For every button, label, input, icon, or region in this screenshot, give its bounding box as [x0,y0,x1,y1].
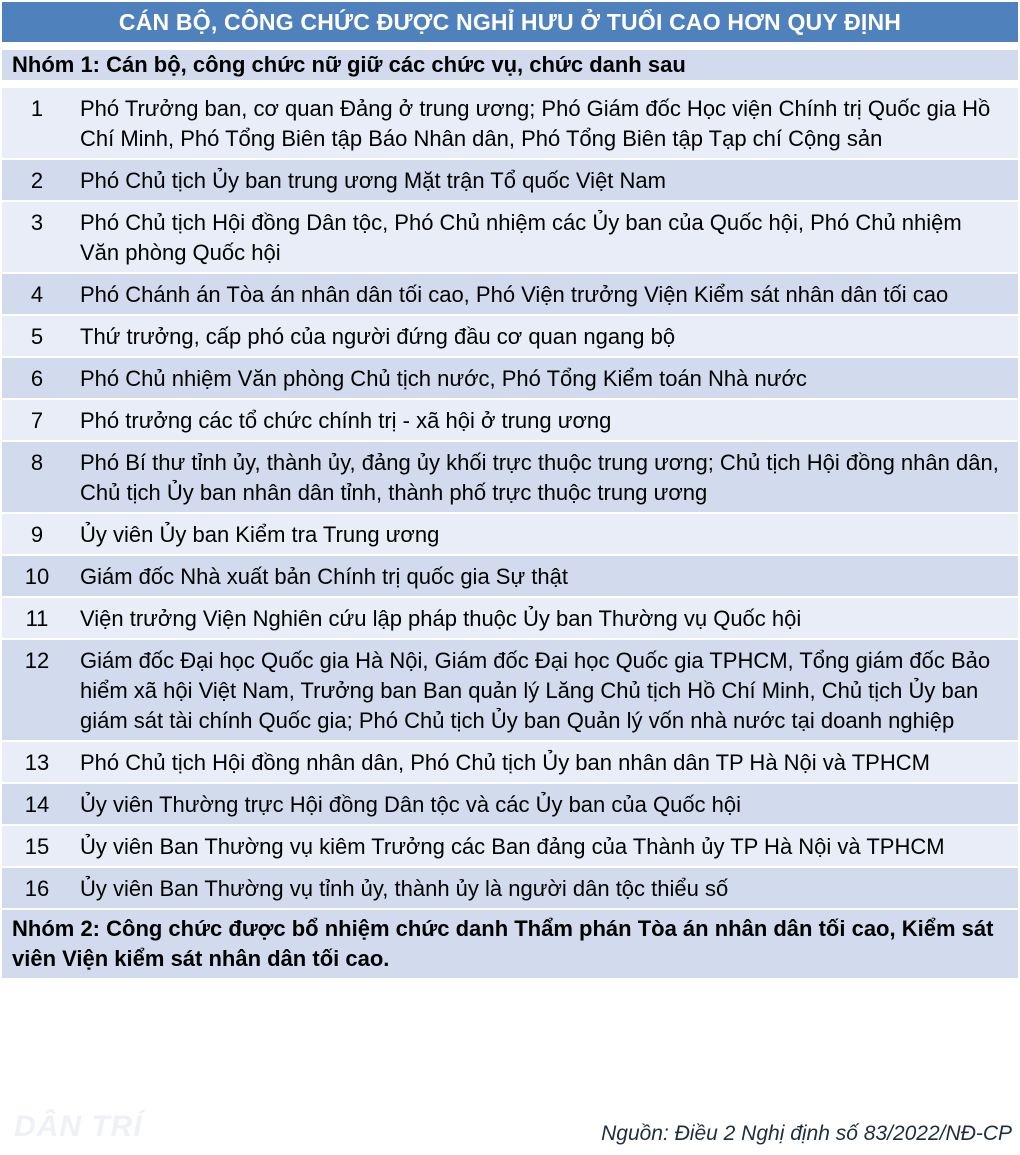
row-number: 12 [2,639,72,741]
table-row [2,741,1018,783]
row-text: Giám đốc Nhà xuất bản Chính trị quốc gia Sự thật [72,555,1018,597]
row-text: Giám đốc Đại học Quốc gia Hà Nội, Giám đốc Đại học Quốc gia TPHCM, Tổng giám đốc Bảo hiểm xã hội Việt Nam, Trưởng ban Ban quản lý Lăng Chủ tịch Hồ Chí Minh, Chủ tịch Ủy ban giám sát tài chính Quốc gia; Phó Chủ tịch Ủy ban Quản lý vốn nhà nước tại doanh nghiệp [72,639,1018,741]
row-text: Ủy viên Ủy ban Kiểm tra Trung ương [72,513,1018,555]
row-number: 3 [2,201,72,273]
row-number: 16 [2,867,72,908]
watermark-logo: DÂN TRÍ [14,1110,143,1143]
row-number: 2 [2,159,72,201]
row-text: Phó Bí thư tỉnh ủy, thành ủy, đảng ủy khối trực thuộc trung ương; Chủ tịch Hội đồng nhân dân, Chủ tịch Ủy ban nhân dân tỉnh, thành phố trực thuộc trung ương [72,441,1018,513]
table-row [2,639,1018,741]
row-text: Thứ trưởng, cấp phó của người đứng đầu cơ quan ngang bộ [72,315,1018,357]
table-row [2,315,1018,357]
table-row [2,825,1018,867]
table-row [2,555,1018,597]
table-row [2,201,1018,273]
row-text: Viện trưởng Viện Nghiên cứu lập pháp thuộc Ủy ban Thường vụ Quốc hội [72,597,1018,639]
group1-heading: Nhóm 1: Cán bộ, công chức nữ giữ các chức vụ, chức danh sau [2,50,1018,80]
table-row [2,867,1018,908]
row-number: 10 [2,555,72,597]
source-note: Nguồn: Điều 2 Nghị định số 83/2022/NĐ-CP [601,1122,1012,1145]
table-row [2,87,1018,159]
row-text: Ủy viên Ban Thường vụ kiêm Trưởng các Ban đảng của Thành ủy TP Hà Nội và TPHCM [72,825,1018,867]
row-number: 5 [2,315,72,357]
row-number: 14 [2,783,72,825]
row-text: Phó Chủ tịch Hội đồng nhân dân, Phó Chủ tịch Ủy ban nhân dân TP Hà Nội và TPHCM [72,741,1018,783]
row-text: Phó trưởng các tổ chức chính trị - xã hội ở trung ương [72,399,1018,441]
table-row [2,399,1018,441]
infographic-title: CÁN BỘ, CÔNG CHỨC ĐƯỢC NGHỈ HƯU Ở TUỔI CAO HƠN QUY ĐỊNH [2,2,1018,42]
row-number: 13 [2,741,72,783]
row-text: Phó Chủ tịch Ủy ban trung ương Mặt trận Tổ quốc Việt Nam [72,159,1018,201]
table-row [2,357,1018,399]
table-row [2,597,1018,639]
group2-heading: Nhóm 2: Công chức được bổ nhiệm chức danh Thẩm phán Tòa án nhân dân tối cao, Kiểm sát viên Viện kiểm sát nhân dân tối cao. [2,910,1018,978]
row-number: 7 [2,399,72,441]
table-row [2,783,1018,825]
row-number: 8 [2,441,72,513]
table-row [2,273,1018,315]
table-row [2,513,1018,555]
row-number: 4 [2,273,72,315]
row-text: Ủy viên Ban Thường vụ tỉnh ủy, thành ủy là người dân tộc thiểu số [72,867,1018,908]
row-text: Phó Chủ nhiệm Văn phòng Chủ tịch nước, Phó Tổng Kiểm toán Nhà nước [72,357,1018,399]
row-number: 15 [2,825,72,867]
row-text: Phó Chánh án Tòa án nhân dân tối cao, Phó Viện trưởng Viện Kiểm sát nhân dân tối cao [72,273,1018,315]
row-text: Phó Trưởng ban, cơ quan Đảng ở trung ương; Phó Giám đốc Học viện Chính trị Quốc gia Hồ Chí Minh, Phó Tổng Biên tập Báo Nhân dân, Phó Tổng Biên tập Tạp chí Cộng sản [72,87,1018,159]
row-number: 6 [2,357,72,399]
table-row [2,441,1018,513]
positions-table [2,86,1018,908]
row-text: Phó Chủ tịch Hội đồng Dân tộc, Phó Chủ nhiệm các Ủy ban của Quốc hội, Phó Chủ nhiệm Văn phòng Quốc hội [72,201,1018,273]
table-row [2,159,1018,201]
row-number: 1 [2,87,72,159]
row-number: 11 [2,597,72,639]
row-number: 9 [2,513,72,555]
row-text: Ủy viên Thường trực Hội đồng Dân tộc và các Ủy ban của Quốc hội [72,783,1018,825]
